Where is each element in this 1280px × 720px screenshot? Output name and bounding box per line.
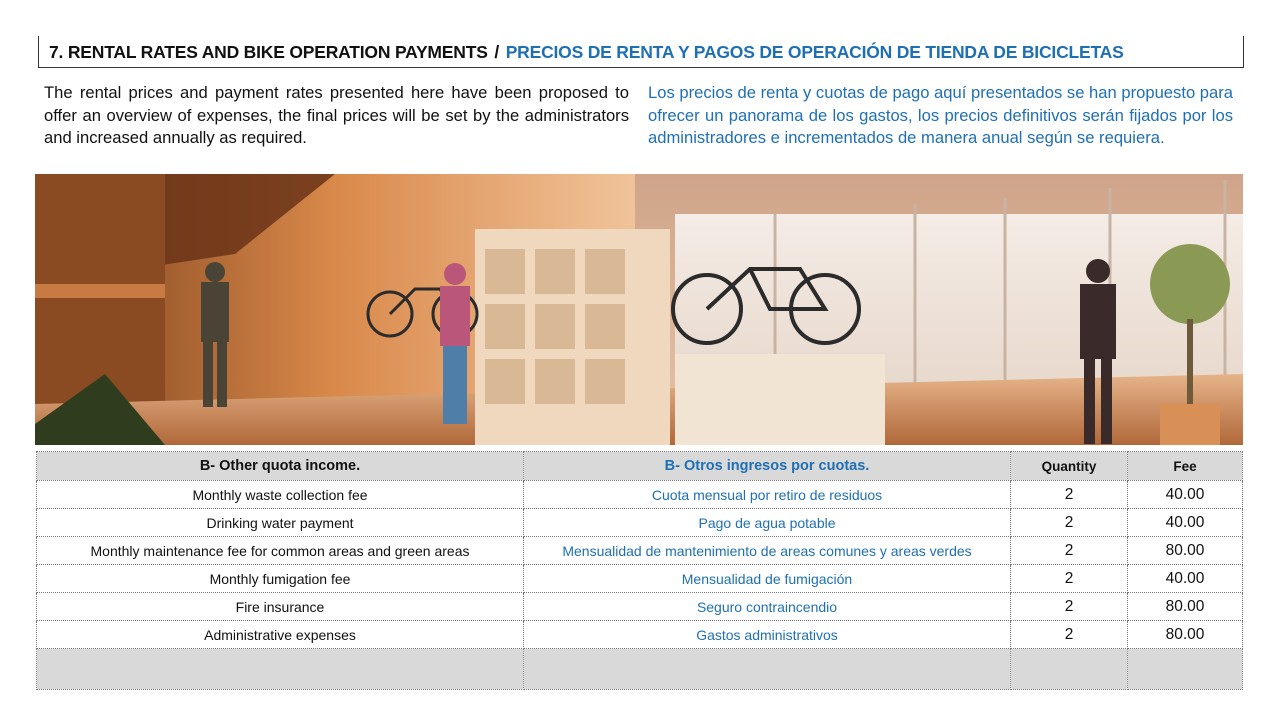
- header-english: B- Other quota income.: [37, 452, 524, 481]
- intro-spanish: Los precios de renta y cuotas de pago aquí presentados se han propuesto para ofrecer un panorama de los gastos, los precios definitivos serán fijados por los administradores e incrementados de manera anual según se requiera.: [648, 83, 1233, 147]
- row-spanish: Cuota mensual por retiro de residuos: [524, 481, 1011, 509]
- header-quantity: Quantity: [1011, 452, 1128, 481]
- header-fee: Fee: [1128, 452, 1243, 481]
- row-quantity: 2: [1011, 481, 1128, 509]
- row-spanish: Gastos administrativos: [524, 621, 1011, 649]
- row-spanish: Mensualidad de fumigación: [524, 565, 1011, 593]
- page-title: [38, 36, 1244, 68]
- title-english: 7. RENTAL RATES AND BIKE OPERATION PAYMENTS: [49, 42, 488, 62]
- row-spanish: Mensualidad de mantenimiento de areas comunes y areas verdes: [524, 537, 1011, 565]
- table-row: [37, 621, 1243, 649]
- row-quantity: 2: [1011, 537, 1128, 565]
- table-row: [37, 565, 1243, 593]
- row-fee: 80.00: [1128, 621, 1243, 649]
- row-quantity: 2: [1011, 593, 1128, 621]
- table-row: [37, 537, 1243, 565]
- row-fee: 80.00: [1128, 537, 1243, 565]
- blank-cell: [1011, 649, 1128, 690]
- blank-cell: [37, 649, 524, 690]
- table-row: [37, 593, 1243, 621]
- table-header-row: [37, 452, 1243, 481]
- row-english: Monthly maintenance fee for common areas and green areas: [37, 537, 524, 565]
- blank-cell: [1128, 649, 1243, 690]
- bike-shop-rendering: [35, 174, 1243, 445]
- row-fee: 80.00: [1128, 593, 1243, 621]
- blank-cell: [524, 649, 1011, 690]
- intro-english: The rental prices and payment rates presented here have been proposed to offer an overview of expenses, the final prices will be set by the administrators and increased annually as required.: [44, 83, 629, 147]
- row-fee: 40.00: [1128, 481, 1243, 509]
- row-fee: 40.00: [1128, 509, 1243, 537]
- row-quantity: 2: [1011, 565, 1128, 593]
- row-spanish: Seguro contraincendio: [524, 593, 1011, 621]
- row-english: Monthly waste collection fee: [37, 481, 524, 509]
- row-english: Administrative expenses: [37, 621, 524, 649]
- table-row: [37, 509, 1243, 537]
- title-separator: /: [494, 42, 500, 62]
- row-english: Fire insurance: [37, 593, 524, 621]
- table-row: [37, 481, 1243, 509]
- row-english: Drinking water payment: [37, 509, 524, 537]
- row-quantity: 2: [1011, 509, 1128, 537]
- row-quantity: 2: [1011, 621, 1128, 649]
- row-english: Monthly fumigation fee: [37, 565, 524, 593]
- row-fee: 40.00: [1128, 565, 1243, 593]
- title-spanish: PRECIOS DE RENTA Y PAGOS DE OPERACIÓN DE TIENDA DE BICICLETAS: [505, 42, 1124, 62]
- table-blank-row: [37, 649, 1243, 690]
- header-spanish: B- Otros ingresos por cuotas.: [524, 452, 1011, 481]
- quota-income-table: [36, 451, 1243, 690]
- row-spanish: Pago de agua potable: [524, 509, 1011, 537]
